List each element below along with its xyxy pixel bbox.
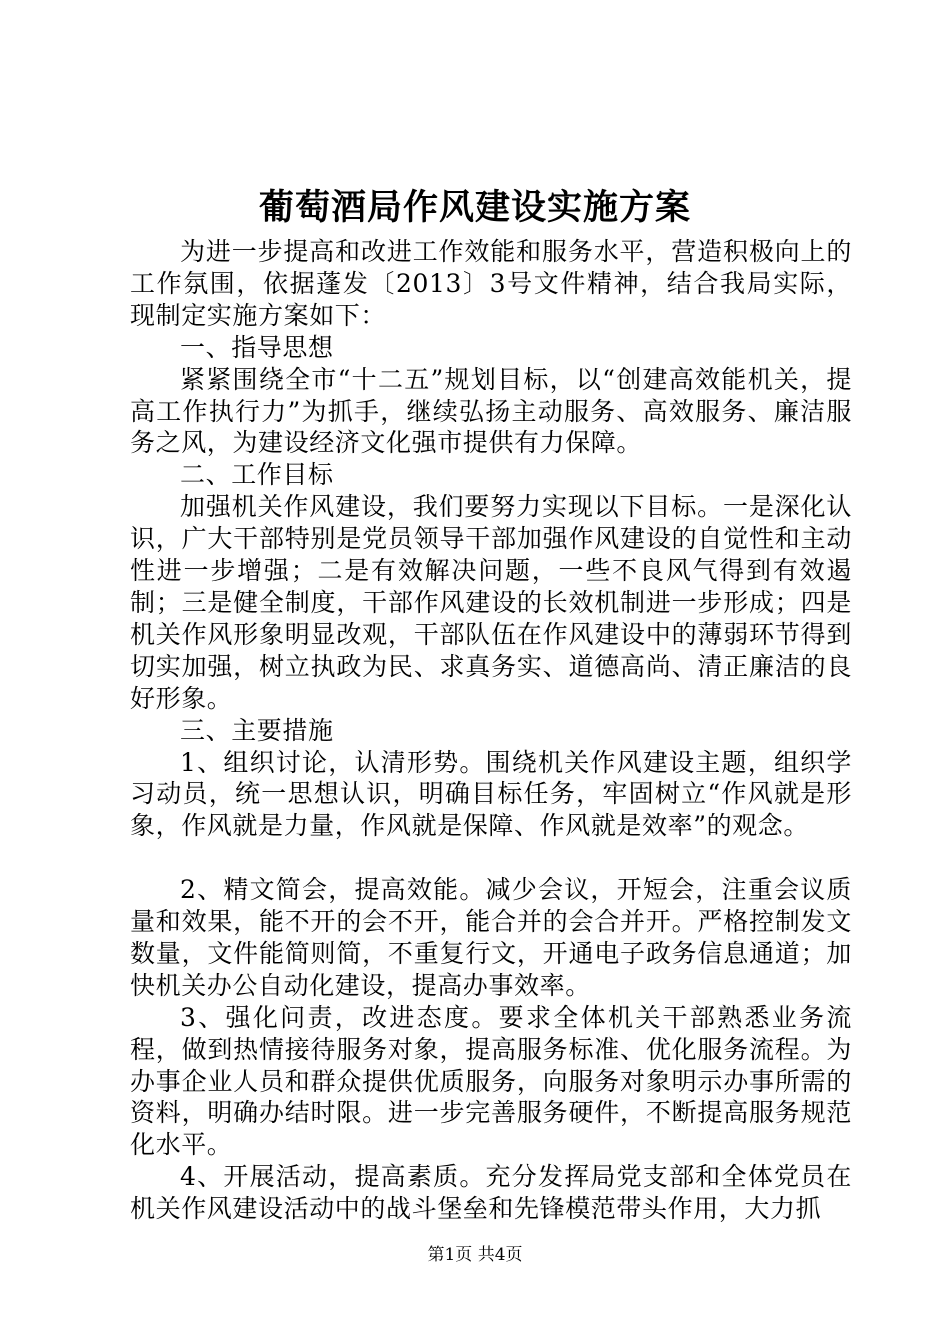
section-heading-main-measures: 三、主要措施 xyxy=(180,715,334,745)
document-body xyxy=(130,236,852,1225)
work-goals-paragraph: 加强机关作风建设，我们要努力实现以下目标。一是深化认识，广大干部特别是党员领导干部加强作风建设的自觉性和主动性进一步增强；二是有效解决问题，一些不良风气得到有效遏制；三是健全制度，干部作风建设的长效机制进一步形成；四是机关作风形象明显改观，干部队伍在作风建设中的薄弱环节得到切实加强，树立执政为民、求真务实、道德高尚、清正廉洁的良好形象。 xyxy=(130,492,852,713)
page-footer: 第1页 共4页 xyxy=(427,1245,523,1265)
measure-1-paragraph: 1、组织讨论，认清形势。围绕机关作风建设主题，组织学习动员，统一思想认识，明确目标任务，牢固树立“作风就是形象，作风就是力量，作风就是保障、作风就是效率”的观念。 xyxy=(130,747,852,841)
section-heading-guiding-thought: 一、指导思想 xyxy=(180,332,334,362)
guiding-thought-paragraph: 紧紧围绕全市“十二五”规划目标，以“创建高效能机关，提高工作执行力”为抓手，继续弘扬主动服务、高效服务、廉洁服务之风，为建设经济文化强市提供有力保障。 xyxy=(130,364,852,458)
measure-4-paragraph: 4、开展活动，提高素质。充分发挥局党支部和全体党员在机关作风建设活动中的战斗堡垒和先锋模范带头作用，大力抓 xyxy=(130,1162,852,1224)
measure-2-paragraph: 2、精文简会，提高效能。减少会议，开短会，注重会议质量和效果，能不开的会不开，能合并的会合并开。严格控制发文数量，文件能简则简，不重复行文，开通电子政务信息通道；加快机关办公自动化建设，提高办事效率。 xyxy=(130,875,852,1000)
document-title: 葡萄酒局作风建设实施方案 xyxy=(258,187,691,228)
section-heading-work-goals: 二、工作目标 xyxy=(180,460,334,490)
intro-paragraph: 为进一步提高和改进工作效能和服务水平，营造积极向上的工作氛围，依据蓬发〔2013〕3号文件精神，结合我局实际，现制定实施方案如下： xyxy=(130,237,852,330)
measure-3-paragraph: 3、强化问责，改进态度。要求全体机关干部熟悉业务流程，做到热情接待服务对象，提高服务标准、优化服务流程。为办事企业人员和群众提供优质服务，向服务对象明示办事所需的资料，明确办结时限。进一步完善服务硬件，不断提高服务规范化水平。 xyxy=(130,1002,852,1160)
